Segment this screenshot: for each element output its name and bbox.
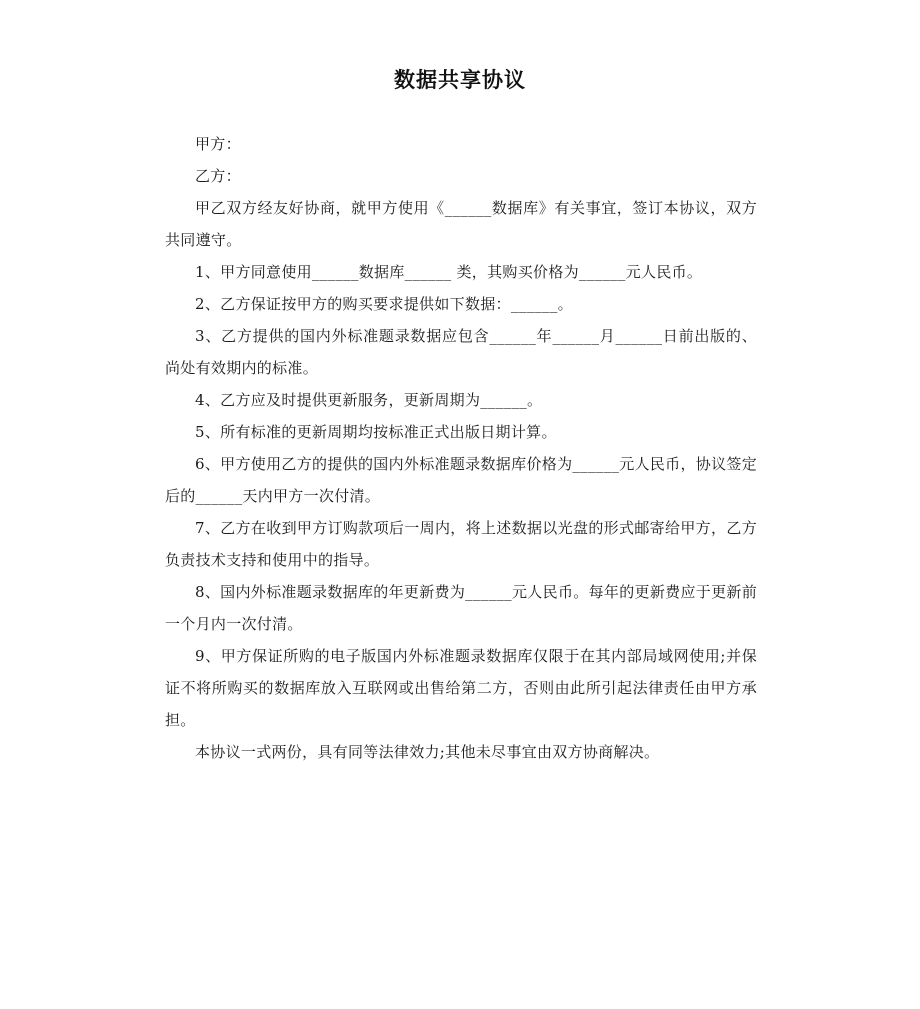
clause-4: 4、乙方应及时提供更新服务，更新周期为______。 xyxy=(195,391,543,409)
clause-2: 2、乙方保证按甲方的购买要求提供如下数据：______。 xyxy=(195,295,573,313)
document-body xyxy=(165,128,757,768)
clause-3: 3、乙方提供的国内外标准题录数据应包含______年______月______日前出版的、尚处有效期内的标准。 xyxy=(165,327,757,377)
clause-8: 8、国内外标准题录数据库的年更新费为______元人民币。每年的更新费应于更新前一个月内一次付清。 xyxy=(165,583,757,633)
closing-paragraph: 本协议一式两份，具有同等法律效力;其他未尽事宜由双方协商解决。 xyxy=(195,743,660,761)
clause-1: 1、甲方同意使用______数据库______ 类，其购买价格为______元人民币。 xyxy=(195,263,703,281)
document-title: 数据共享协议 xyxy=(394,68,526,92)
clause-6: 6、甲方使用乙方的提供的国内外标准题录数据库价格为______元人民币，协议签定后的______天内甲方一次付清。 xyxy=(165,455,757,505)
clause-7: 7、乙方在收到甲方订购款项后一周内，将上述数据以光盘的形式邮寄给甲方，乙方负责技术支持和使用中的指导。 xyxy=(165,519,757,569)
party-a-line: 甲方： xyxy=(195,135,241,153)
clause-5: 5、所有标准的更新周期均按标准正式出版日期计算。 xyxy=(195,423,557,441)
clause-9: 9、甲方保证所购的电子版国内外标准题录数据库仅限于在其内部局域网使用;并保证不将所购买的数据库放入互联网或出售给第二方，否则由此所引起法律责任由甲方承担。 xyxy=(165,647,757,729)
party-b-line: 乙方： xyxy=(195,167,241,185)
preamble-paragraph: 甲乙双方经友好协商，就甲方使用《______数据库》有关事宜，签订本协议，双方共同遵守。 xyxy=(165,199,757,249)
